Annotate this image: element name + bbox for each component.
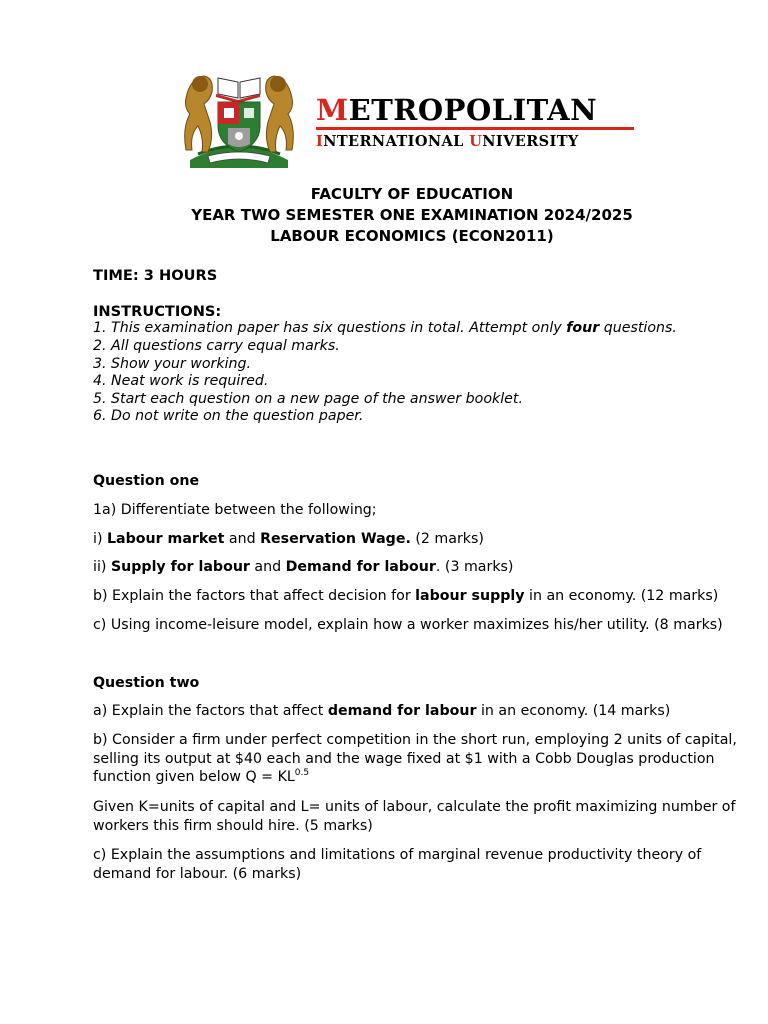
marks: (2 marks)	[410, 531, 484, 547]
instruction-text: 1. This examination paper has six questions in total. Attempt only	[93, 320, 567, 336]
exponent: 0.5	[294, 768, 310, 778]
question-text: in an economy. (14 marks)	[476, 703, 671, 719]
marks: . (3 marks)	[435, 559, 514, 575]
question-2c-line: demand for labour. (6 marks)	[93, 865, 302, 882]
question-1a-ii	[93, 558, 513, 577]
faculty-title: FACULTY OF EDUCATION	[310, 185, 514, 203]
question-2b-given: workers this firm should hire. (5 marks)	[93, 817, 373, 834]
question-2a	[93, 702, 670, 721]
question-1a: 1a) Differentiate between the following;	[93, 502, 377, 518]
question-2c-line: c) Explain the assumptions and limitations of marginal revenue productivity theory of	[93, 847, 702, 863]
brand-subtitle	[316, 132, 636, 152]
term: labour supply	[415, 588, 525, 604]
question-one-heading: Question one	[93, 473, 200, 489]
question-text: function given below Q = KL	[93, 769, 295, 785]
instruction-item: 4. Neat work is required.	[93, 373, 269, 389]
item-label: ii)	[93, 559, 111, 575]
question-1c: c) Using income-leisure model, explain how a worker maximizes his/her utility. (8 marks)	[93, 617, 723, 633]
term: Supply for labour	[110, 559, 250, 575]
question-2b-formula	[93, 768, 309, 787]
brand-subtitle-mid: NTERNATIONAL	[323, 133, 470, 150]
question-two-heading: Question two	[93, 675, 200, 691]
brand-initial-i: I	[316, 133, 324, 150]
question-text: a) Explain the factors that affect	[93, 703, 328, 719]
question-2b-line: b) Consider a firm under perfect competition in the short run, employing 2 units of capital,	[93, 732, 737, 748]
course-title: LABOUR ECONOMICS (ECON2011)	[270, 227, 554, 245]
instruction-emphasis: four	[566, 320, 600, 336]
term: Reservation Wage.	[260, 531, 411, 547]
brand-divider	[316, 127, 634, 130]
instruction-item: 5. Start each question on a new page of the answer booklet.	[93, 390, 523, 407]
item-label: i)	[93, 531, 107, 547]
question-2b-given: Given K=units of capital and L= units of labour, calculate the profit maximizing number of	[93, 799, 736, 815]
instructions-heading: INSTRUCTIONS:	[93, 303, 222, 320]
brand-initial-m: M	[316, 93, 349, 127]
brand-subtitle-rest: NIVERSITY	[482, 133, 579, 150]
question-2b-line: selling its output at $40 each and the wage fixed at $1 with a Cobb Douglas production	[93, 750, 715, 767]
term: Demand for labour	[285, 559, 436, 575]
university-crest-icon	[180, 64, 298, 168]
term: demand for labour	[327, 703, 477, 719]
question-1a-i	[93, 530, 484, 549]
term: Labour market	[107, 531, 225, 547]
exam-title-block	[0, 184, 768, 247]
instruction-item: 3. Show your working.	[93, 355, 252, 372]
brand-title	[316, 94, 636, 126]
instruction-item: 2. All questions carry equal marks.	[93, 338, 340, 354]
instruction-text: questions.	[599, 320, 677, 336]
exam-title: YEAR TWO SEMESTER ONE EXAMINATION 2024/2025	[191, 206, 633, 224]
exam-time: TIME: 3 HOURS	[93, 267, 218, 284]
question-text: b) Explain the factors that affect decision for	[93, 588, 416, 604]
instruction-item	[93, 320, 677, 338]
question-text: in an economy. (12 marks)	[524, 588, 719, 604]
connector: and	[249, 559, 286, 575]
university-name	[316, 94, 636, 152]
instruction-item: 6. Do not write on the question paper.	[93, 408, 364, 424]
brand-initial-u: U	[469, 133, 483, 150]
brand-title-rest: ETROPOLITAN	[348, 93, 598, 127]
question-1b	[93, 587, 718, 606]
connector: and	[224, 531, 261, 547]
university-logo	[180, 64, 640, 170]
